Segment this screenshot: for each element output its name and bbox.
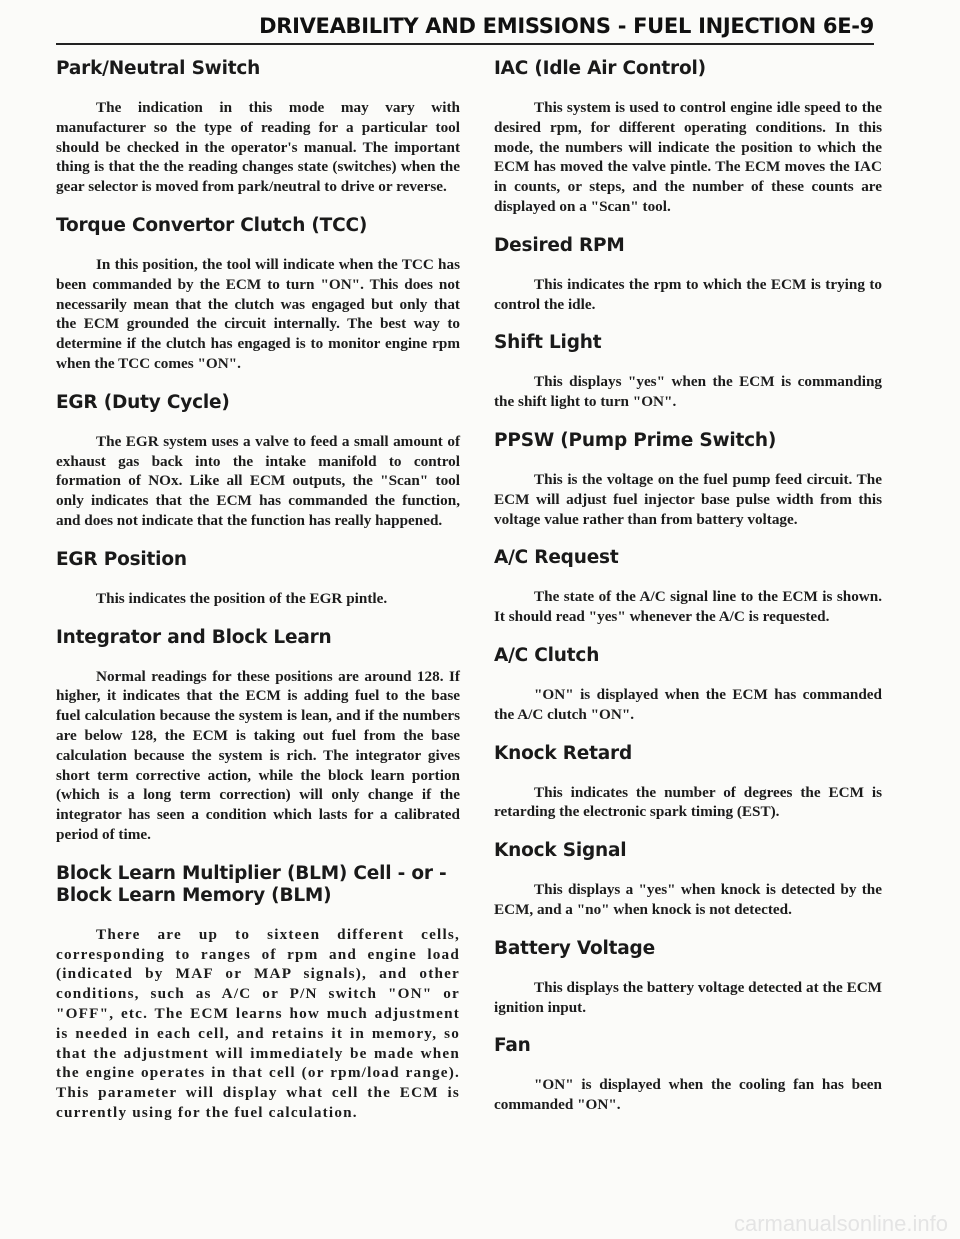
section-body: "ON" is displayed when the cooling fan has been commanded "ON". (494, 1076, 882, 1114)
section-title: Desired RPM (494, 234, 625, 256)
section-body: This indicates the number of degrees the ECM is retarding the electronic spark timing (EST). (494, 783, 882, 821)
section-battery-voltage (494, 938, 882, 1018)
section-title: A/C Request (494, 547, 619, 569)
section-title: Knock Retard (494, 742, 633, 764)
section-title: A/C Clutch (494, 644, 600, 666)
section-title: Battery Voltage (494, 937, 655, 959)
section-ac-clutch (494, 645, 882, 725)
section-integrator-block-learn (56, 627, 460, 845)
section-title: EGR Position (56, 548, 187, 570)
section-body: In this position, the tool will indicate when the TCC has been commanded by the ECM to turn "ON". This does not necessarily mean that the clutch was engaged but only that the ECM grounded the circuit internally. The best way to determine if the clutch has engaged is to monitor engine rpm when the TCC comes "ON". (56, 255, 460, 372)
section-body: This displays a "yes" when knock is detected by the ECM, and a "no" when knock is not detected. (494, 881, 882, 918)
section-body: The indication in this mode may vary with manufacturer so the type of reading for a particular tool should be checked in the operator's manual. The important thing is that the the reading changes state (switches) when the gear selector is moved from park/neutral to drive or reverse. (56, 99, 460, 196)
section-body: This is the voltage on the fuel pump feed circuit. The ECM will adjust fuel injector base pulse width from this voltage value rather than from battery voltage. (494, 470, 882, 528)
section-body: This indicates the position of the EGR pintle. (96, 589, 388, 607)
left-column (56, 58, 460, 1141)
section-body: Normal readings for these positions are around 128. If higher, it indicates that the ECM is adding fuel to the base fuel calculation because the system is lean, and if the numbers are below 128, the ECM is taking out fuel from the base calculation because the system is rich. The integrator gives short term corrective action, while the block learn portion (which is a long term correction) will only change if the integrator has seen a condition which lasts for a calibrated period of time. (56, 667, 460, 843)
section-egr-position (56, 549, 460, 609)
section-ppsw (494, 430, 882, 529)
section-body: There are up to sixteen different cells, corresponding to ranges of rpm and engine load (indicated by MAF or MAP signals), and other conditions, such as A/C or P/N switch "ON" or "OFF", etc. The ECM learns how much adjustment is needed in each cell, and retains it in memory, so that the adjustment will immediately be made when the engine operates in that cell (or rpm/load range). This parameter will display what cell the ECM is currently using for the fuel calculation. (56, 925, 460, 1121)
section-shift-light (494, 332, 882, 412)
section-body: The state of the A/C signal line to the ECM is shown. It should read "yes" whenever the A/C is requested. (494, 588, 882, 626)
section-body: This displays the battery voltage detected at the ECM ignition input. (494, 978, 882, 1016)
section-iac (494, 58, 882, 217)
section-body: This indicates the rpm to which the ECM is trying to control the idle. (494, 275, 882, 313)
section-title: EGR (Duty Cycle) (56, 391, 230, 413)
section-body: This displays "yes" when the ECM is commanding the shift light to turn "ON". (494, 373, 882, 411)
page-title: DRIVEABILITY AND EMISSIONS - FUEL INJECTION 6E-9 (259, 14, 874, 38)
right-column (494, 58, 882, 1133)
section-torque-convertor-clutch (56, 215, 460, 374)
section-title: Knock Signal (494, 840, 627, 862)
section-park-neutral-switch (56, 58, 460, 197)
watermark: carmanualsonline.info (733, 1211, 948, 1236)
section-block-learn-multiplier (56, 863, 460, 1123)
section-body: The EGR system uses a valve to feed a small amount of exhaust gas back into the intake manifold to control formation of NOx. Like all ECM outputs, the "Scan" tool only indicates that the ECM has commanded the function, and does not indicate that the function has really happened. (56, 432, 460, 529)
section-title: PPSW (Pump Prime Switch) (494, 429, 777, 451)
section-body: This system is used to control engine idle speed to the desired rpm, for different operating conditions. In this mode, the numbers will indicate the position to which the ECM has moved the valve pintle. The ECM moves the IAC in counts, or steps, and the number of these counts are displayed on a "Scan" tool. (494, 99, 882, 215)
section-desired-rpm (494, 235, 882, 315)
section-title: Park/Neutral Switch (56, 58, 261, 79)
section-title: Shift Light (494, 332, 602, 354)
header-divider (56, 43, 874, 45)
section-ac-request (494, 547, 882, 627)
section-knock-signal (494, 840, 882, 920)
section-knock-retard (494, 743, 882, 823)
section-title: Torque Convertor Clutch (TCC) (56, 214, 368, 236)
section-egr-duty-cycle (56, 392, 460, 531)
section-body: "ON" is displayed when the ECM has commanded the A/C clutch "ON". (494, 685, 882, 723)
section-title: Block Learn Multiplier (BLM) Cell - or - Block Learn Memory (BLM) (56, 862, 447, 906)
section-title: Integrator and Block Learn (56, 626, 332, 648)
section-title: IAC (Idle Air Control) (494, 58, 706, 79)
section-title: Fan (494, 1035, 531, 1057)
section-fan (494, 1035, 882, 1115)
page-header (56, 14, 874, 44)
